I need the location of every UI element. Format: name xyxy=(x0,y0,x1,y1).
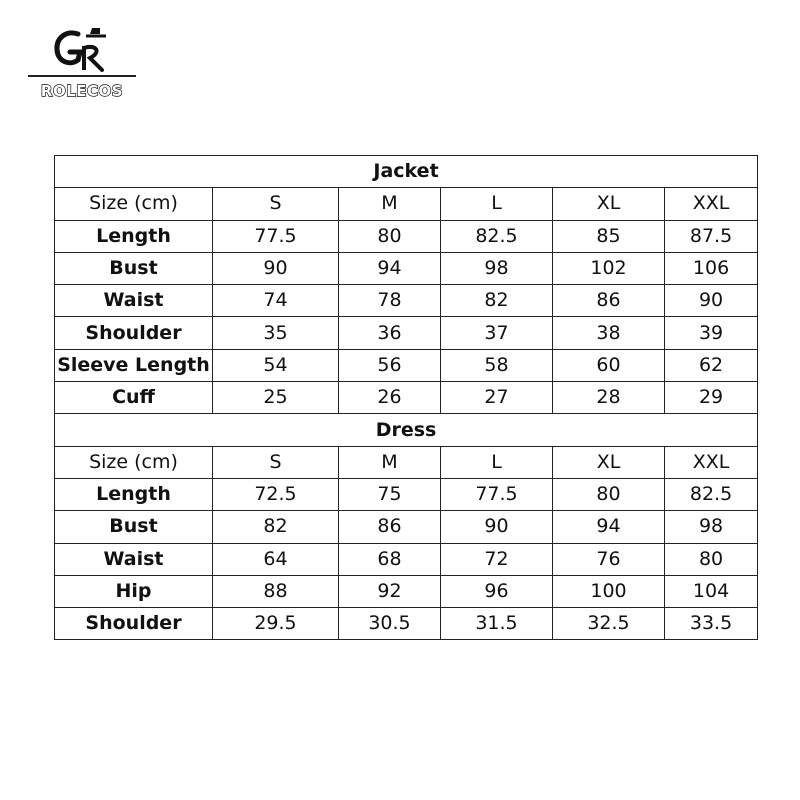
measurement-value: 30.5 xyxy=(339,608,441,640)
measurement-value: 98 xyxy=(441,252,553,284)
measurement-value: 76 xyxy=(553,543,665,575)
section-title-row xyxy=(55,414,758,446)
gr-monogram-icon xyxy=(26,20,138,76)
measurement-value: 82.5 xyxy=(441,220,553,252)
size-unit-header: Size (cm) xyxy=(55,446,213,478)
measurement-row xyxy=(55,349,758,381)
size-header-row xyxy=(55,446,758,478)
size-header-row xyxy=(55,188,758,220)
measurement-value: 37 xyxy=(441,317,553,349)
measurement-value: 39 xyxy=(665,317,758,349)
measurement-value: 33.5 xyxy=(665,608,758,640)
size-column-header: S xyxy=(213,446,339,478)
measurement-value: 29.5 xyxy=(213,608,339,640)
measurement-label: Waist xyxy=(55,543,213,575)
measurement-value: 26 xyxy=(339,382,441,414)
section-title: Jacket xyxy=(55,156,758,188)
measurement-value: 64 xyxy=(213,543,339,575)
measurement-label: Bust xyxy=(55,252,213,284)
measurement-value: 77.5 xyxy=(441,478,553,510)
measurement-value: 86 xyxy=(553,285,665,317)
measurement-value: 96 xyxy=(441,575,553,607)
measurement-value: 82 xyxy=(441,285,553,317)
brand-name: ROLECOS xyxy=(40,82,124,100)
size-column-header: XL xyxy=(553,188,665,220)
measurement-value: 77.5 xyxy=(213,220,339,252)
measurement-value: 94 xyxy=(553,511,665,543)
logo-divider xyxy=(28,75,136,77)
measurement-row xyxy=(55,575,758,607)
measurement-label: Shoulder xyxy=(55,608,213,640)
measurement-value: 82 xyxy=(213,511,339,543)
size-unit-header: Size (cm) xyxy=(55,188,213,220)
measurement-label: Cuff xyxy=(55,382,213,414)
measurement-value: 86 xyxy=(339,511,441,543)
measurement-label: Length xyxy=(55,220,213,252)
measurement-value: 75 xyxy=(339,478,441,510)
measurement-row xyxy=(55,511,758,543)
measurement-value: 98 xyxy=(665,511,758,543)
measurement-value: 38 xyxy=(553,317,665,349)
measurement-row xyxy=(55,382,758,414)
measurement-value: 80 xyxy=(339,220,441,252)
measurement-label: Shoulder xyxy=(55,317,213,349)
size-column-header: L xyxy=(441,188,553,220)
measurement-value: 94 xyxy=(339,252,441,284)
section-title-row xyxy=(55,156,758,188)
measurement-value: 72 xyxy=(441,543,553,575)
measurement-value: 28 xyxy=(553,382,665,414)
measurement-value: 32.5 xyxy=(553,608,665,640)
size-column-header: XL xyxy=(553,446,665,478)
measurement-value: 29 xyxy=(665,382,758,414)
measurement-label: Hip xyxy=(55,575,213,607)
measurement-value: 58 xyxy=(441,349,553,381)
measurement-value: 72.5 xyxy=(213,478,339,510)
measurement-value: 100 xyxy=(553,575,665,607)
measurement-value: 90 xyxy=(665,285,758,317)
measurement-value: 88 xyxy=(213,575,339,607)
measurement-value: 90 xyxy=(213,252,339,284)
size-column-header: L xyxy=(441,446,553,478)
size-column-header: XXL xyxy=(665,446,758,478)
measurement-value: 104 xyxy=(665,575,758,607)
measurement-label: Length xyxy=(55,478,213,510)
measurement-row xyxy=(55,220,758,252)
measurement-value: 35 xyxy=(213,317,339,349)
measurement-value: 85 xyxy=(553,220,665,252)
measurement-value: 92 xyxy=(339,575,441,607)
measurement-row xyxy=(55,543,758,575)
measurement-value: 25 xyxy=(213,382,339,414)
measurement-value: 90 xyxy=(441,511,553,543)
measurement-value: 68 xyxy=(339,543,441,575)
measurement-value: 36 xyxy=(339,317,441,349)
size-column-header: S xyxy=(213,188,339,220)
measurement-label: Sleeve Length xyxy=(55,349,213,381)
measurement-label: Bust xyxy=(55,511,213,543)
measurement-value: 102 xyxy=(553,252,665,284)
measurement-value: 78 xyxy=(339,285,441,317)
measurement-row xyxy=(55,317,758,349)
measurement-value: 54 xyxy=(213,349,339,381)
measurement-value: 106 xyxy=(665,252,758,284)
measurement-value: 62 xyxy=(665,349,758,381)
measurement-value: 60 xyxy=(553,349,665,381)
measurement-row xyxy=(55,252,758,284)
measurement-row xyxy=(55,608,758,640)
size-column-header: M xyxy=(339,446,441,478)
measurement-value: 87.5 xyxy=(665,220,758,252)
measurement-value: 82.5 xyxy=(665,478,758,510)
size-chart-table xyxy=(54,155,758,640)
section-title: Dress xyxy=(55,414,758,446)
measurement-value: 27 xyxy=(441,382,553,414)
measurement-row xyxy=(55,478,758,510)
measurement-value: 31.5 xyxy=(441,608,553,640)
size-column-header: M xyxy=(339,188,441,220)
measurement-label: Waist xyxy=(55,285,213,317)
measurement-row xyxy=(55,285,758,317)
measurement-value: 74 xyxy=(213,285,339,317)
measurement-value: 80 xyxy=(665,543,758,575)
measurement-value: 80 xyxy=(553,478,665,510)
size-column-header: XXL xyxy=(665,188,758,220)
measurement-value: 56 xyxy=(339,349,441,381)
